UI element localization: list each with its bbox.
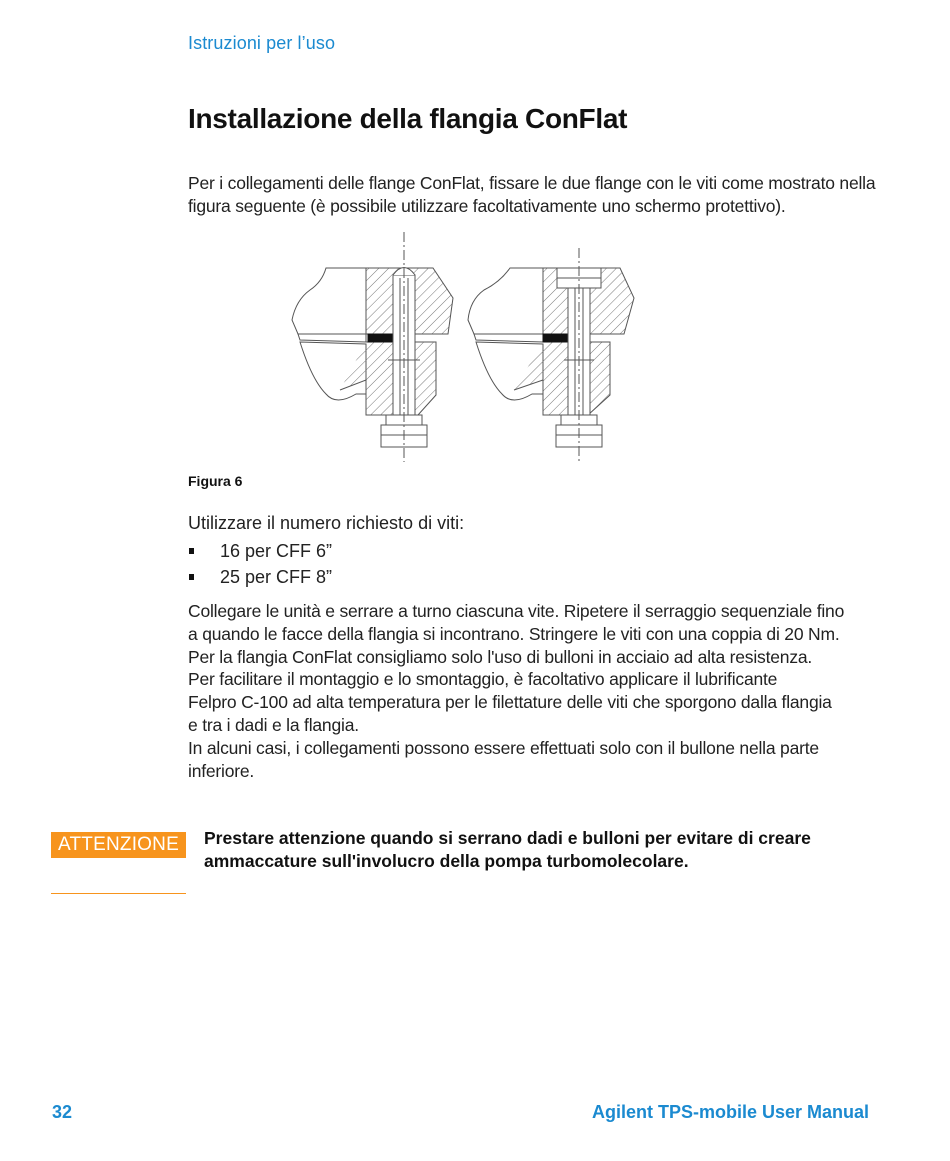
body-line: In alcuni casi, i collegamenti possono essere effettuati solo con il bullone nella parte <box>188 737 819 758</box>
body-line: a quando le facce della flangia si incontrano. Stringere le viti con una coppia di 20 Nm. <box>188 623 840 644</box>
warning-divider <box>51 893 186 894</box>
warning-text: Prestare attenzione quando si serrano dadi e bulloni per evitare di creare ammaccature sull'involucro della pompa turbomolecolare. <box>204 828 811 871</box>
screws-list <box>188 540 332 592</box>
list-item: 16 per CFF 6” <box>188 540 332 566</box>
screws-lead: Utilizzare il numero richiesto di viti: <box>188 513 465 533</box>
list-item: 25 per CFF 8” <box>188 566 332 592</box>
body-line: e tra i dadi e la flangia. <box>188 714 359 735</box>
conflat-flange-figure <box>288 230 640 466</box>
body-line: Collegare le unità e serrare a turno ciascuna vite. Ripetere il serraggio sequenziale fino <box>188 601 845 621</box>
figure-caption: Figura 6 <box>188 473 243 489</box>
bullet-square-icon <box>189 548 194 554</box>
bullet-square-icon <box>189 574 194 580</box>
manual-title: Agilent TPS-mobile User Manual <box>591 1102 869 1122</box>
conflat-flange-diagram-icon <box>288 230 640 466</box>
running-header: Istruzioni per l’uso <box>188 33 336 53</box>
installation-instructions <box>188 600 888 782</box>
intro-paragraph: Per i collegamenti delle flange ConFlat, fissare le due flange con le viti come mostrato nella figura seguente (è possibile utilizzare facoltativamente uno schermo protettivo). <box>188 173 876 216</box>
body-line: Per la flangia ConFlat consigliamo solo l'uso di bulloni in acciaio ad alta resistenza. <box>188 646 813 667</box>
page-number: 32 <box>52 1102 73 1122</box>
page-title: Installazione della flangia ConFlat <box>188 103 628 134</box>
body-line: Per facilitare il montaggio e lo smontaggio, è facoltativo applicare il lubrificante <box>188 669 778 690</box>
body-line: Felpro C-100 ad alta temperatura per le filettature delle viti che sporgono dalla flangia <box>188 692 832 713</box>
warning-label: ATTENZIONE <box>51 832 186 858</box>
body-line: inferiore. <box>188 760 255 781</box>
